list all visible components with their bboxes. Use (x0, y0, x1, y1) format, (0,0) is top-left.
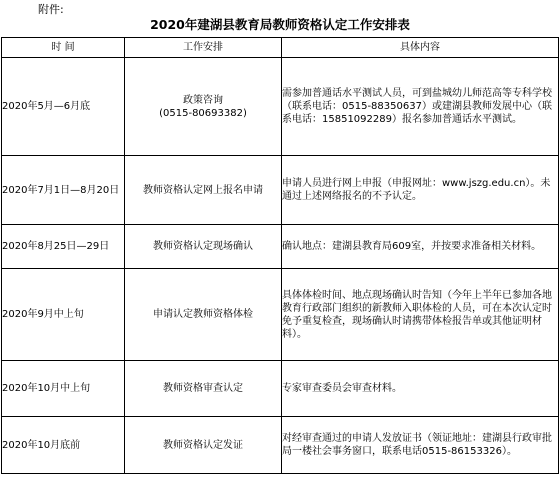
attachment-label: 附件: (38, 3, 64, 16)
row-time: 2020年7月1日—8月20日 (2, 156, 125, 225)
table-row (2, 156, 559, 225)
row-work: 申请认定教师资格体检 (125, 269, 282, 361)
row-work: 教师资格认定发证 (125, 417, 282, 474)
row-time: 2020年10月中上旬 (2, 361, 125, 417)
row-time: 2020年5月—6月底 (2, 58, 125, 156)
table-header-row (2, 38, 559, 58)
row-detail: 确认地点：建湖县教育局609室，并按要求准备相关材料。 (282, 225, 559, 269)
table-row (2, 58, 559, 156)
schedule-table (1, 37, 559, 474)
table-row (2, 269, 559, 361)
row-work-phone: (0515-80693382) (159, 107, 247, 119)
table-row (2, 417, 559, 474)
row-detail: 专家审查委员会审查材料。 (282, 361, 559, 417)
row-detail: 对经审查通过的申请人发放证书（领证地址：建湖县行政审批局一楼社会事务窗口，联系电话0515-86153326）。 (282, 417, 559, 474)
row-work: 教师资格认定现场确认 (125, 225, 282, 269)
row-time: 2020年10月底前 (2, 417, 125, 474)
row-work: 教师资格审查认定 (125, 361, 282, 417)
row-detail: 申请人员进行网上申报（申报网址：www.jszg.edu.cn）。未通过上述网络报名的不予认定。 (282, 156, 559, 225)
table-row (2, 225, 559, 269)
row-detail: 具体体检时间、地点现场确认时告知（今年上半年已参加各地教育行政部门组织的新教师入职体检的人员，可在本次认定时免予重复检查，现场确认时请携带体检报告单或其他证明材料）。 (282, 269, 559, 361)
row-work: 教师资格认定网上报名申请 (125, 156, 282, 225)
table-row (2, 361, 559, 417)
document-title: 2020年建湖县教育局教师资格认定工作安排表 (150, 17, 410, 32)
row-time: 2020年9月中上旬 (2, 269, 125, 361)
row-time: 2020年8月25日—29日 (2, 225, 125, 269)
header-detail: 具体内容 (282, 38, 559, 58)
row-detail: 需参加普通话水平测试人员，可到盐城幼儿师范高等专科学校（联系电话：0515-88350637）或建湖县教师发展中心（联系电话：15851092289）报名参加普通话水平测试。 (282, 58, 559, 156)
row-work (125, 58, 282, 156)
header-time: 时 间 (2, 38, 125, 58)
row-work-label: 政策咨询 (183, 94, 223, 106)
header-work: 工作安排 (125, 38, 282, 58)
